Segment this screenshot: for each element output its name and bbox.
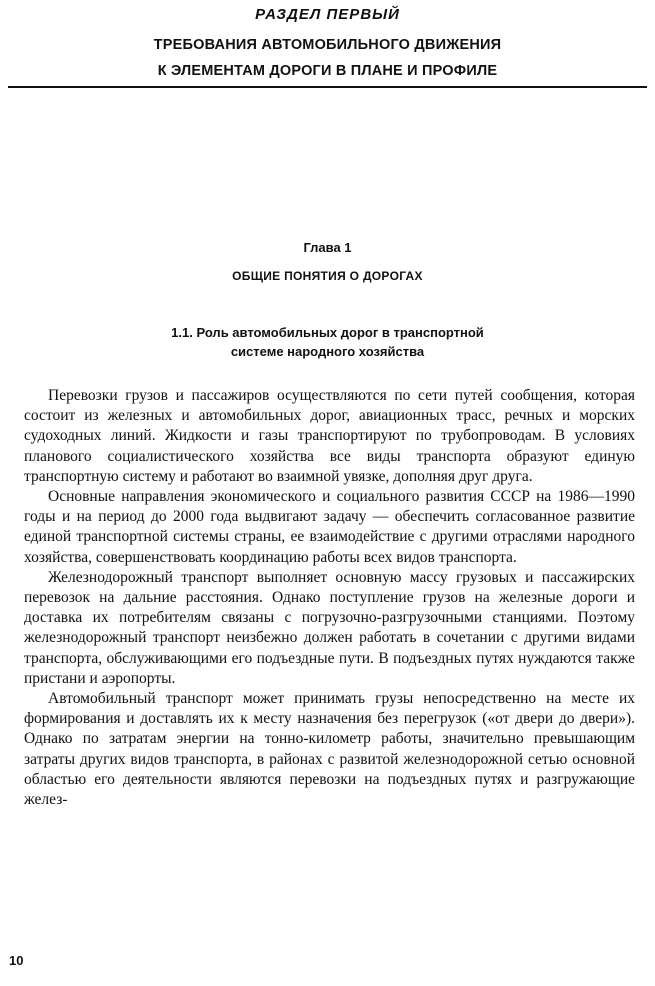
section-title-line-2: К ЭЛЕМЕНТАМ ДОРОГИ В ПЛАНЕ И ПРОФИЛЕ <box>157 63 498 79</box>
paragraph: Автомобильный транспорт может принимать грузы непосредственно на месте их формирования и доставлять их к месту назначения без перегрузок («от двери до двери»). Однако по затратам энергии на тонно-километр работы, значительно превышающим затраты других видов транспорта, в районах с развитой железнодорожной сетью основной областью его деятельности являются перевозки на подъездных путях и разгружающие желез- <box>24 690 635 809</box>
body-text <box>24 386 635 810</box>
subsection-heading-line-2: системе народного хозяйства <box>230 344 425 359</box>
paragraph: Перевозки грузов и пассажиров осуществляются по сети путей сообщения, которая состоит из железных и автомобильных дорог, авиационных трасс, речных и морских судоходных линий. Жидкости и газы транспортируют по трубопроводам. В условиях планового социалистического хозяйства все виды транспорта образуют единую транспортную систему и работают во взаимной увязке, дополняя друг друга. <box>24 387 635 485</box>
paragraph: Железнодорожный транспорт выполняет основную массу грузовых и пассажирских перевозок на дальние расстояния. Однако поступление грузов на железные дороги и доставка их потребителям связаны с погрузочно-разгрузочными станциями. Поэтому железнодорожный транспорт неизбежно должен работать в сочетании с другими видами транспорта, обслуживающими его подъездные пути. В подъездных путях нуждаются также пристани и аэропорты. <box>24 568 635 687</box>
paragraph: Основные направления экономического и социального развития СССР на 1986—1990 годы и на период до 2000 года выдвигают задачу — обеспечить согласованное развитие единой транспортной системы страны, ее взаимодействие с другими отраслями народного хозяйства, совершенствовать координацию работы всех видов транспорта. <box>24 488 635 566</box>
section-label: РАЗДЕЛ ПЕРВЫЙ <box>255 6 400 23</box>
subsection-heading <box>0 323 655 361</box>
chapter-label: Глава 1 <box>303 240 352 255</box>
section-header <box>0 6 655 84</box>
subsection-heading-line-1: 1.1. Роль автомобильных дорог в транспортной <box>171 325 484 340</box>
section-title <box>0 32 655 84</box>
page-number: 10 <box>9 953 24 968</box>
chapter-title: ОБЩИЕ ПОНЯТИЯ О ДОРОГАХ <box>232 269 423 283</box>
chapter-heading <box>0 240 655 284</box>
section-title-line-1: ТРЕБОВАНИЯ АВТОМОБИЛЬНОГО ДВИЖЕНИЯ <box>153 37 502 53</box>
header-divider <box>8 86 647 88</box>
